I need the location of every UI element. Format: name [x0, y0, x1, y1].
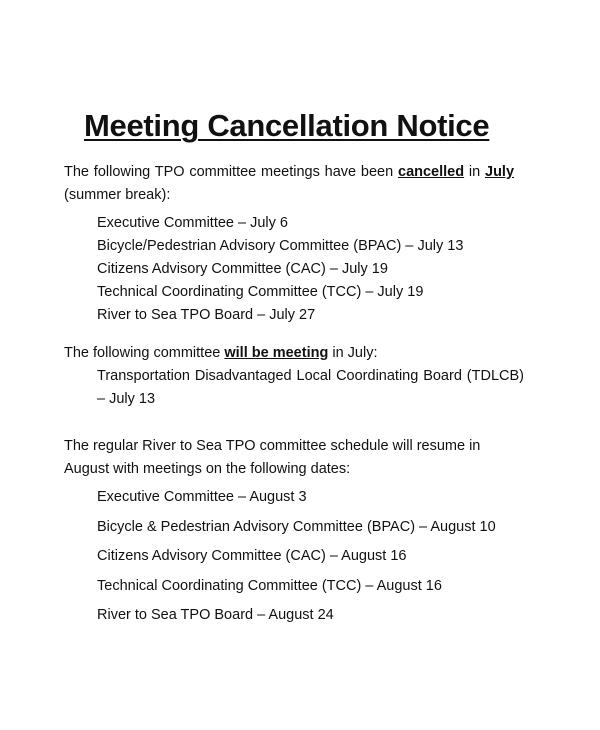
cancelled-emphasis: cancelled	[398, 164, 465, 180]
list-item: Executive Committee – August 3	[97, 489, 307, 505]
list-item: Technical Coordinating Committee (TCC) – July 19	[97, 284, 424, 300]
meeting-intro	[64, 342, 514, 365]
meeting-intro-post: in July:	[332, 345, 378, 361]
tdlcb-meeting-item: Transportation Disadvantaged Local Coordinating Board (TDLCB) – July 13	[97, 368, 524, 407]
list-item: Technical Coordinating Committee (TCC) – August 16	[97, 577, 442, 594]
list-item: River to Sea TPO Board – July 27	[97, 307, 316, 323]
list-item: Bicycle/Pedestrian Advisory Committee (BPAC) – July 13	[97, 238, 464, 254]
august-meetings-list	[97, 483, 496, 631]
cancellation-intro-post: (summer break):	[64, 187, 171, 203]
cancellation-intro-mid: in	[468, 164, 481, 180]
list-item: Citizens Advisory Committee (CAC) – July 19	[97, 261, 388, 277]
list-item: Bicycle & Pedestrian Advisory Committee (BPAC) – August 10	[97, 518, 496, 535]
meeting-intro-text: The following committee	[64, 345, 221, 361]
cancellation-intro-text: The following TPO committee meetings have been	[64, 164, 394, 180]
resume-schedule-intro: The regular River to Sea TPO committee schedule will resume in August with meetings on the following dates:	[64, 438, 481, 477]
list-item: River to Sea TPO Board – August 24	[97, 607, 334, 623]
list-item: Executive Committee – July 6	[97, 215, 288, 231]
july-emphasis: July	[485, 164, 515, 180]
cancelled-meetings-list	[97, 212, 463, 327]
cancellation-intro	[64, 161, 514, 207]
will-be-meeting-emphasis: will be meeting	[224, 345, 329, 361]
page-title: Meeting Cancellation Notice	[84, 108, 490, 143]
list-item: Citizens Advisory Committee (CAC) – August 16	[97, 548, 407, 564]
